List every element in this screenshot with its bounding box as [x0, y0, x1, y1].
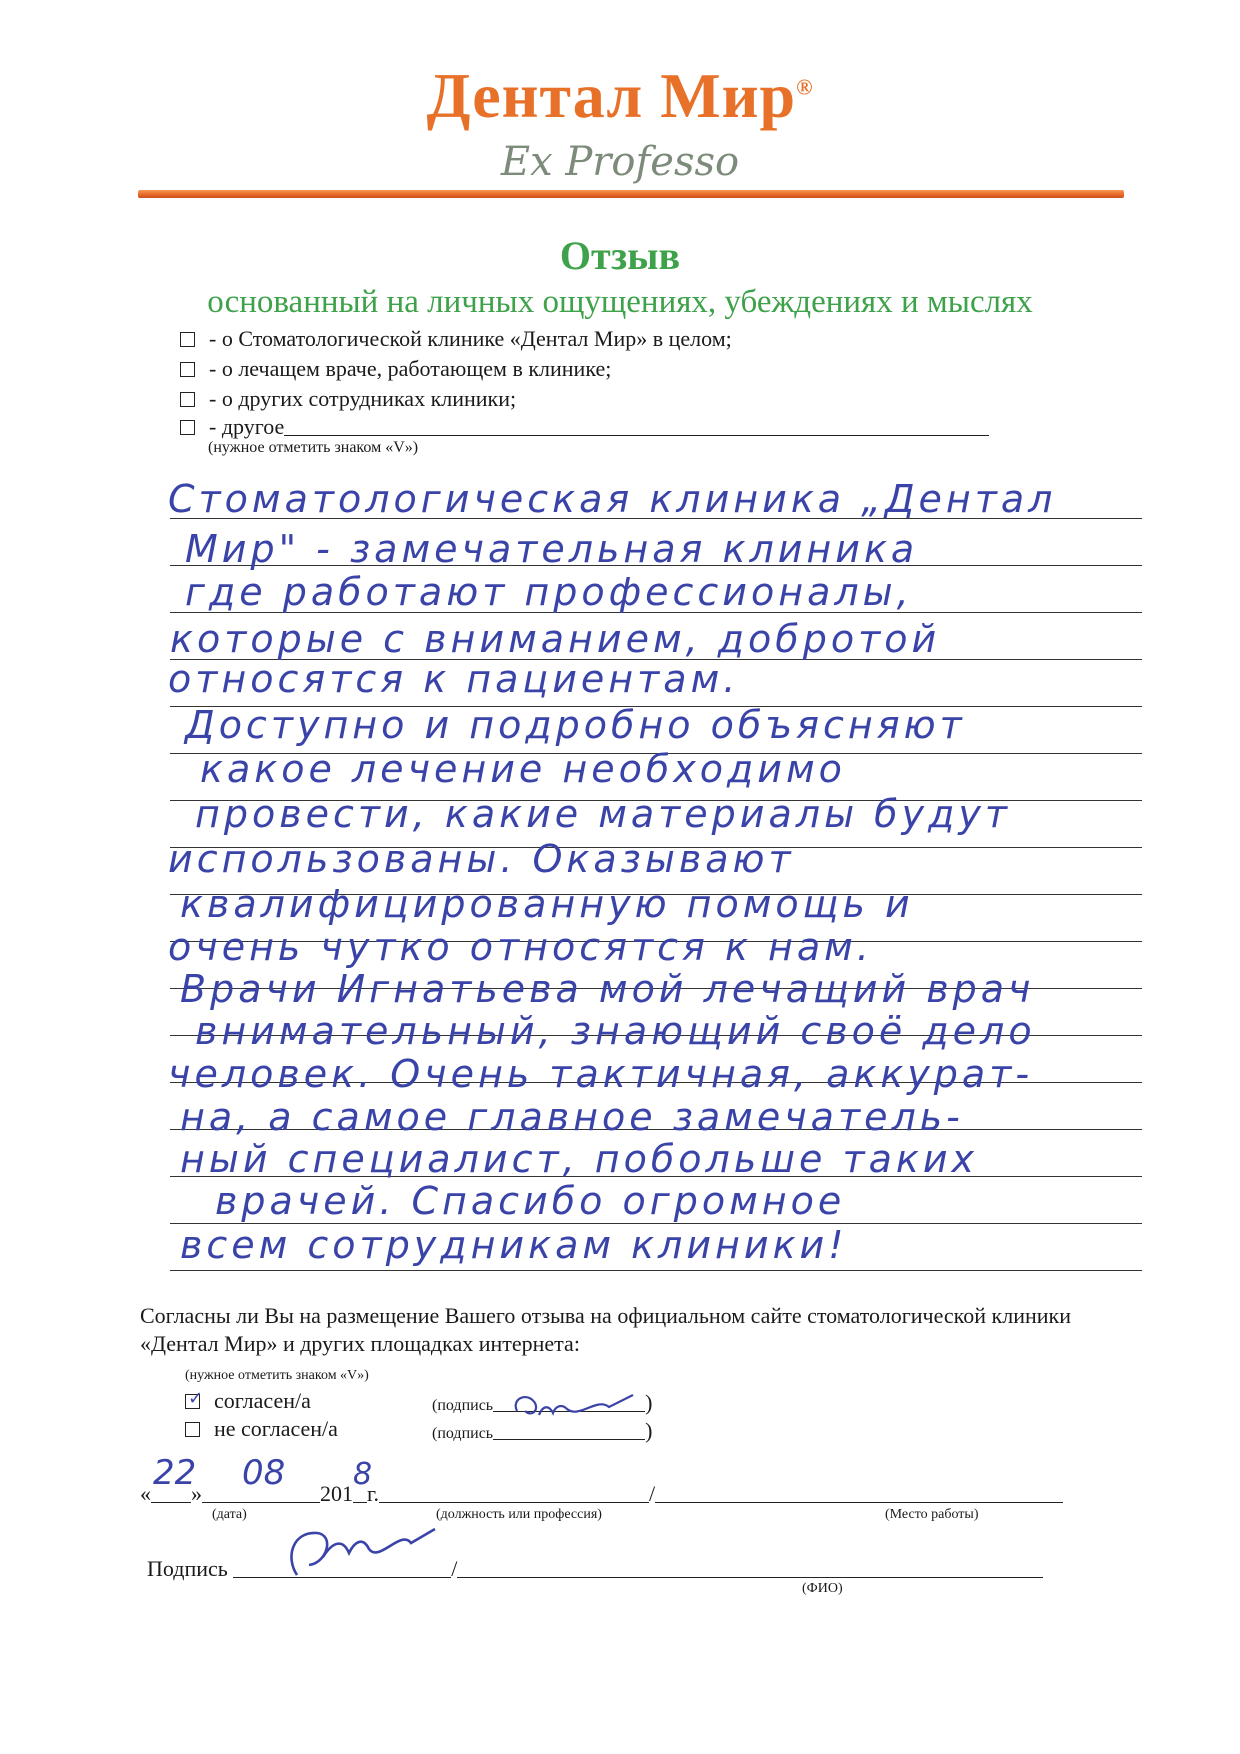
check-mark-icon: ✓ [188, 1388, 204, 1409]
checkbox-disagree[interactable] [185, 1422, 200, 1437]
option-label: - другое [209, 414, 285, 439]
option-doctor[interactable] [180, 358, 611, 380]
disagree-label: не согласен/а [214, 1416, 338, 1441]
signature-label: Подпись [147, 1556, 228, 1581]
profession-field[interactable] [379, 1482, 649, 1503]
clinic-logo [0, 60, 1240, 131]
form-title: Отзыв [559, 233, 681, 278]
option-other[interactable] [180, 416, 989, 438]
review-line: провести, какие материалы будут [195, 792, 1011, 836]
review-line: ный специалист, побольше таких [180, 1137, 979, 1181]
day-field[interactable] [151, 1453, 197, 1503]
review-line: внимательный, знающий своё дело [195, 1009, 1036, 1053]
separator: / [451, 1556, 458, 1581]
final-signature-field[interactable] [233, 1555, 451, 1578]
review-line: относятся к пациентам. [168, 657, 740, 701]
review-line: всем сотрудникам клиники! [180, 1223, 848, 1267]
option-label: - о других сотрудниках клиники; [209, 386, 517, 411]
signature-scribble-icon [509, 1389, 639, 1423]
separator: / [649, 1481, 656, 1506]
signature-open: (подпись [432, 1397, 494, 1414]
review-line: которые с вниманием, добротой [170, 617, 941, 661]
logo-tagline: Ex Professo [500, 139, 740, 185]
review-line: Врачи Игнатьева мой лечащий врач [180, 967, 1035, 1011]
fio-field[interactable] [457, 1555, 1043, 1578]
ruled-line [170, 1270, 1142, 1271]
date-row [140, 1453, 1063, 1506]
disagree-signature-line[interactable] [493, 1421, 645, 1440]
option-label: - о Стоматологической клинике «Дентал Мир» в целом; [209, 326, 732, 351]
signature-scribble-icon [283, 1517, 443, 1587]
review-line: квалифицированную помощь и [180, 882, 914, 926]
year-value: 8 [353, 1457, 373, 1492]
signature-open: (подпись [432, 1425, 494, 1442]
review-line: врачей. Спасибо огромное [215, 1179, 846, 1223]
review-line: где работают профессионалы, [185, 570, 913, 614]
review-line: Стоматологическая клиника „Дентал [168, 477, 1057, 521]
disagree-option[interactable] [185, 1418, 338, 1440]
signature-close: ) [645, 1418, 653, 1443]
form-subtitle: основанный на личных ощущениях, убеждениях и мыслях [207, 284, 1033, 320]
agree-option[interactable] [185, 1390, 311, 1412]
review-line: использованы. Оказывают [168, 837, 795, 881]
checkbox-staff[interactable] [180, 392, 195, 407]
option-label: - о лечащем враче, работающем в клинике; [209, 356, 612, 381]
agree-signature-line[interactable] [493, 1411, 645, 1412]
final-signature-row [147, 1555, 1043, 1580]
checkbox-clinic[interactable] [180, 332, 195, 347]
agree-signature-field[interactable] [432, 1392, 652, 1414]
option-clinic[interactable] [180, 328, 732, 350]
signature-close: ) [645, 1390, 653, 1415]
day-value: 22 [153, 1453, 197, 1493]
quote-open: « [140, 1481, 151, 1506]
review-line: какое лечение необходимо [200, 747, 846, 791]
workplace-field[interactable] [655, 1482, 1063, 1503]
agree-label: согласен/а [214, 1388, 311, 1413]
other-fill-line[interactable] [284, 417, 989, 436]
review-line: Мир" - замечательная клиника [185, 527, 919, 571]
options-hint: (нужное отметить знаком «V») [208, 439, 419, 456]
year-field[interactable] [353, 1457, 373, 1503]
checkbox-agree[interactable] [185, 1388, 204, 1409]
review-line: на, а самое главное замечатель- [180, 1095, 964, 1139]
quote-close: » [191, 1481, 202, 1506]
registered-mark: ® [796, 74, 814, 100]
profession-label: (должность или профессия) [436, 1507, 602, 1522]
workplace-label: (Место работы) [885, 1507, 979, 1522]
consent-question: Согласны ли Вы на размещение Вашего отзыва на официальном сайте стоматологической клиники «Дентал Мир» и других площадках интернета: [140, 1303, 1071, 1356]
option-staff[interactable] [180, 388, 516, 410]
month-value: 08 [242, 1453, 286, 1493]
review-line: человек. Очень тактичная, аккурат- [168, 1052, 1034, 1096]
checkbox-other[interactable] [180, 420, 195, 435]
year-end: г. [367, 1481, 380, 1506]
review-line: очень чутко относятся к нам. [168, 925, 873, 969]
month-field[interactable] [202, 1453, 320, 1503]
consent-hint: (нужное отметить знаком «V») [185, 1368, 369, 1383]
fio-label: (ФИО) [802, 1581, 843, 1596]
checkbox-doctor[interactable] [180, 362, 195, 377]
header-divider [138, 190, 1124, 198]
disagree-signature-field[interactable] [432, 1420, 652, 1442]
year-prefix: 201 [320, 1481, 353, 1506]
date-label: (дата) [212, 1507, 247, 1522]
review-line: Доступно и подробно объясняют [185, 703, 966, 747]
logo-brand: Дентал Мир [426, 60, 797, 131]
